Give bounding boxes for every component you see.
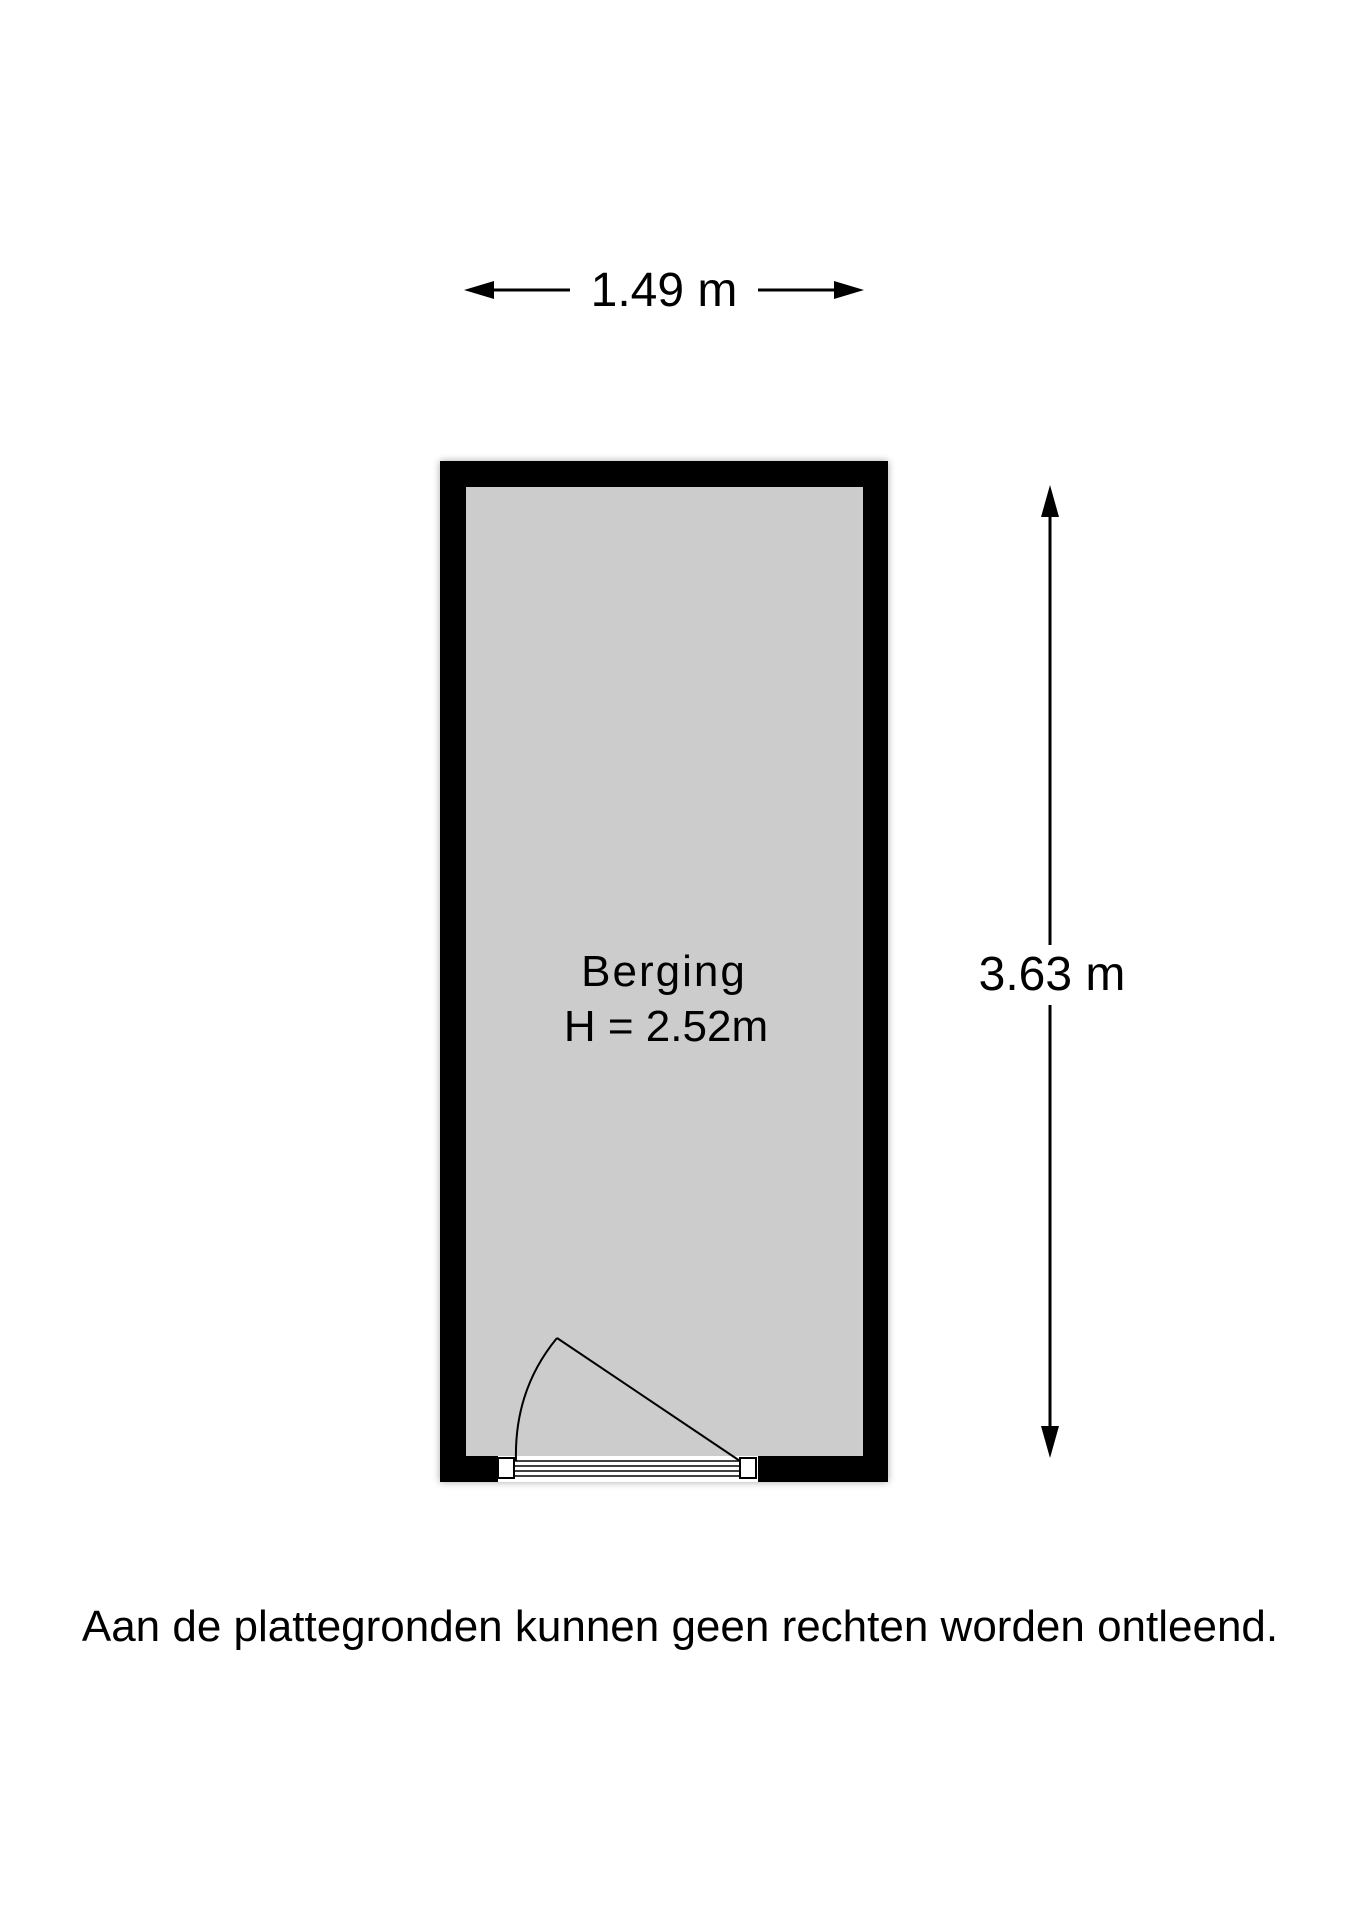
depth-arrow-bottom — [1041, 1426, 1059, 1458]
door-frame-left — [498, 1458, 514, 1478]
door-frame-right — [740, 1458, 756, 1478]
room-height: H = 2.52m — [563, 1002, 769, 1051]
width-arrow-left — [464, 281, 494, 299]
width-label: 1.49 m — [590, 264, 738, 317]
disclaimer: Aan de plattegronden kunnen geen rechten worden ontleend. — [81, 1602, 1279, 1651]
width-dimension — [464, 264, 864, 317]
width-arrow-right — [834, 281, 864, 299]
depth-label: 3.63 m — [978, 948, 1126, 1001]
door-opening — [498, 1456, 758, 1482]
depth-dimension — [965, 485, 1135, 1458]
depth-arrow-top — [1041, 485, 1059, 517]
room-name: Berging — [581, 947, 747, 996]
